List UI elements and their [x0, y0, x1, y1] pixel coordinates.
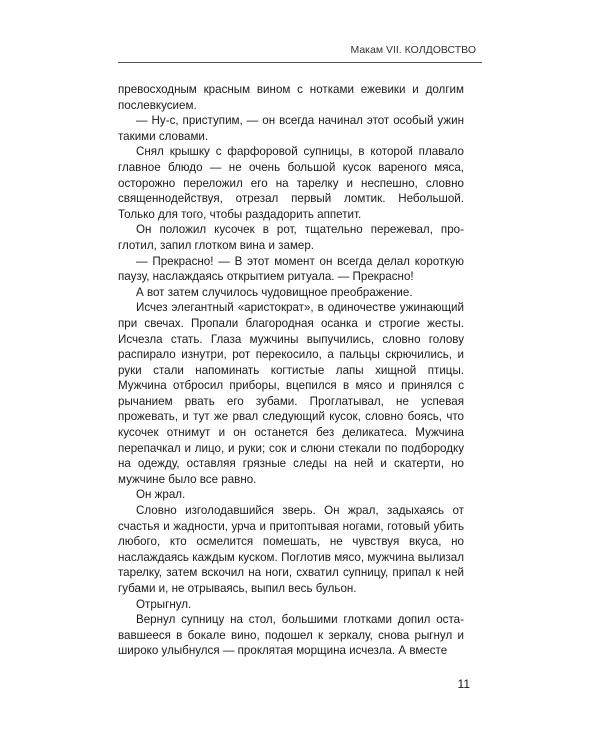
paragraph: Исчез элегантный «аристократ», в одиночестве ужинающий при свечах. Пропали благородная осанка и строгие жесты. Исчезла стать. Глаза мужчины выпучились, словно голову распирало изнутри, рот перекосило, а пальцы скрючились, и руки стали напоминать когтистые лапы хищной птицы. Мужчина отбросил приборы, вцепился в мясо и принялся с рычанием рвать его зубами. Проглатывал, не успевая прожевать, и тут же рвал следующий кусок, словно боясь, что кусочек отнимут и он останется без деликатеса. Мужчина перепачкал и лицо, и руки; сок и слюни стекали по подбородку на одежду, оставляя грязные следы на ней и скатерти, но мужчине было все равно. [118, 301, 464, 486]
page-number: 11 [457, 677, 470, 691]
paragraph: Словно изголодавшийся зверь. Он жрал, задыхаясь от счастья и жадности, урча и притоптывая ногами, готовый убить любого, кто осмелится помешать, не чувствуя вкуса, но наслаждаясь каждым куском. Поглотив мясо, мужчина вылизал тарелку, затем вскочил на ноги, схватил супницу, припал к ней губами и, не отрываясь, выпил весь бульон. [118, 504, 464, 595]
running-head: Макам VII. КОЛДОВСТВО [350, 44, 476, 56]
paragraph: А вот затем случилось чудовищное преображение. [136, 285, 413, 299]
paragraph: Отрыгнул. [136, 597, 192, 611]
body-text [118, 82, 464, 659]
paragraph: — Ну-с, приступим, — он всегда начинал этот особый ужин такими словами. [118, 114, 464, 143]
paragraph: превосходным красным вином с нотками ежевики и долгим послевкусием. [118, 83, 464, 112]
paragraph: — Прекрасно! — В этот момент он всегда делал короткую паузу, наслаждаясь открытием ритуала. — Прекрасно! [118, 254, 464, 284]
paragraph: Он жрал. [136, 488, 186, 502]
paragraph: Он положил кусочек в рот, тщательно пережевал, проглотил, запил глотком вина и замер. [118, 223, 464, 252]
header-rule [118, 62, 482, 63]
paragraph: Вернул супницу на стол, большими глотками допил остававшееся в бокале вино, подошел к зеркалу, снова рыгнул и широко улыбнулся — проклятая морщина исчезла. А вместе [118, 613, 464, 658]
paragraph: Снял крышку с фарфоровой супницы, в которой плавало главное блюдо — не очень большой кусок вареного мяса, осторожно переложил его на тарелку и неспешно, словно священнодействуя, отрезал первый ломтик. Небольшой. Только для того, чтобы раздадорить аппетит. [118, 145, 464, 221]
